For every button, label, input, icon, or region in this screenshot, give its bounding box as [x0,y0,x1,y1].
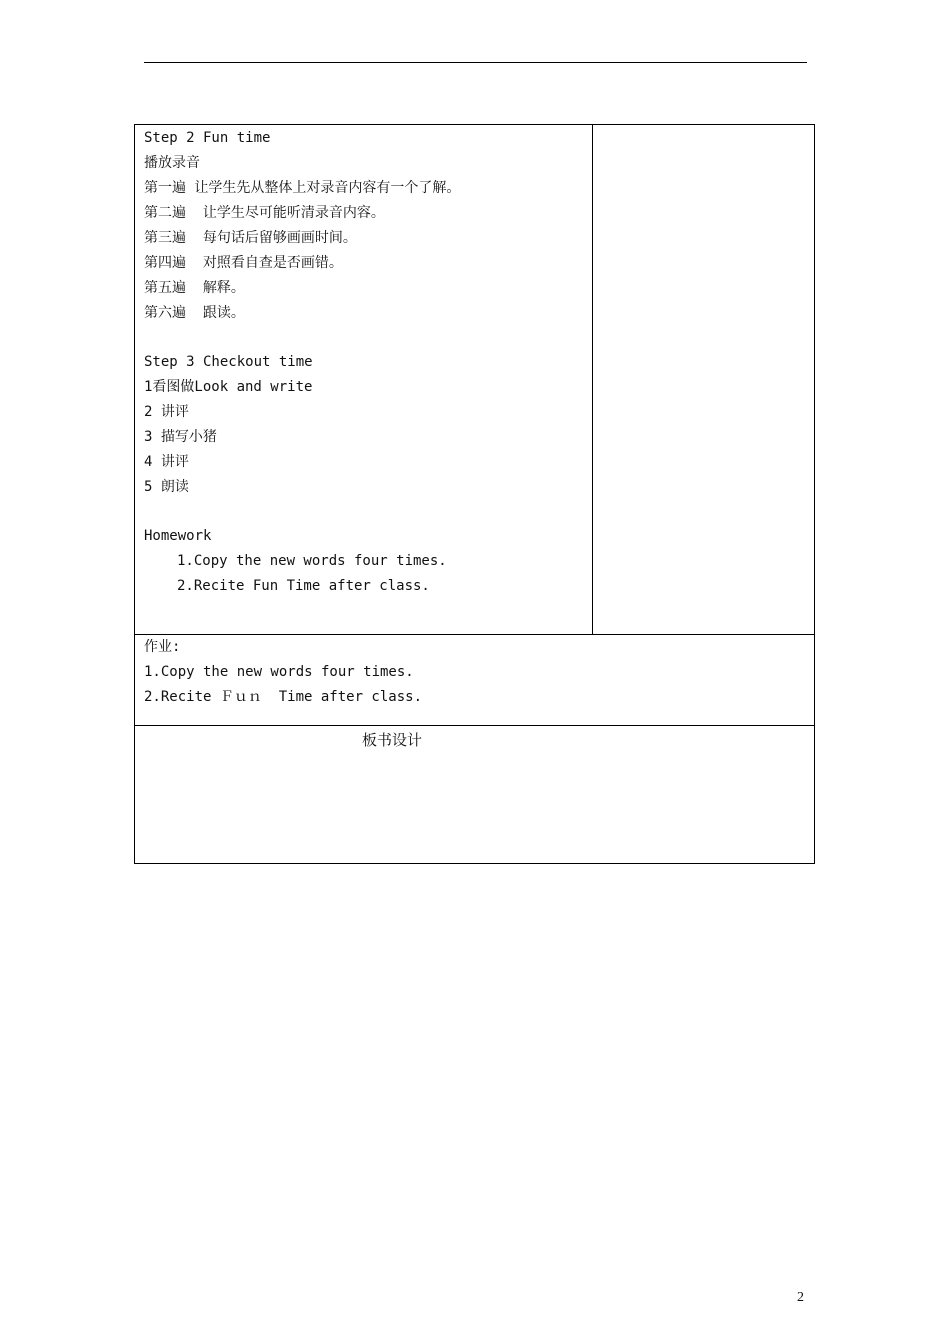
lesson-table [134,124,815,864]
notes-cell [593,125,814,634]
procedure-cell [135,125,593,634]
page-number: 2 [797,1290,804,1305]
assignment-item: 1.Copy the new words four times. [144,664,414,680]
step2-line: 第一遍 让学生先从整体上对录音内容有一个了解。 [144,180,461,196]
homework-item: 2.Recite Fun Time after class. [177,578,430,594]
step2-line: 第四遍 对照看自查是否画错。 [144,255,343,271]
step3-line: 1看图做Look and write [144,379,313,395]
board-design-row [135,726,814,863]
step3-line: 5 朗读 [144,479,189,495]
board-design-title: 板书设计 [362,731,423,749]
step3-line: 2 讲评 [144,404,189,420]
assignment-title: 作业: [144,639,181,655]
step2-line: 播放录音 [144,155,200,171]
procedure-row [135,125,814,635]
assignment-item: 2.Recite Ｆｕｎ Time after class. [144,689,423,705]
header-rule [144,62,807,63]
homework-title: Homework [144,528,212,544]
step3-line: 4 讲评 [144,454,189,470]
homework-item: 1.Copy the new words four times. [177,553,447,569]
step2-line: 第二遍 让学生尽可能听清录音内容。 [144,205,385,221]
step2-line: 第五遍 解释。 [144,280,245,296]
step3-title: Step 3 Checkout time [144,354,313,370]
step3-line: 3 描写小猪 [144,429,217,445]
assignment-row [135,635,814,726]
step2-line: 第三遍 每句话后留够画画时间。 [144,230,357,246]
step2-line: 第六遍 跟读。 [144,305,245,321]
step2-title: Step 2 Fun time [144,130,271,146]
